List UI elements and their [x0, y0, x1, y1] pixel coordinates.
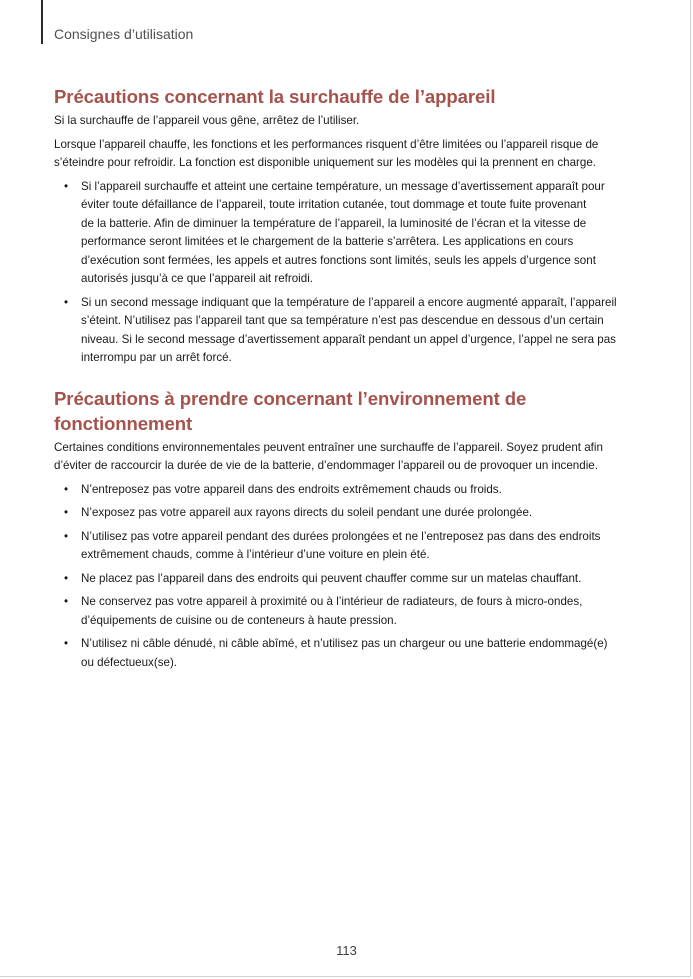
section-environment-intro: Certaines conditions environnementales peuvent entraîner une surchauffe de l’appareil. Soyez prudent afin d’éviter de raccourcir la durée de vie de la batterie, d’endommager l’appareil ou de provoquer un incendie.	[54, 440, 603, 472]
section-overheating-intro: Si la surchauffe de l’appareil vous gêne, arrêtez de l’utiliser.	[54, 114, 360, 127]
list-item-text: N’entreposez pas votre appareil dans des endroits extrêmement chauds ou froids.	[81, 482, 502, 496]
list-item	[54, 504, 644, 523]
list-item	[54, 528, 644, 565]
list-item	[54, 593, 644, 630]
header-rule	[41, 0, 43, 44]
header-title: Consignes d’utilisation	[54, 26, 194, 42]
list-item-text: N’utilisez pas votre appareil pendant des durées prolongées et ne l’entreposez pas dans des endroits extrêmement chauds, comme à l’intérieur d’une voiture en plein été.	[81, 529, 601, 561]
bullet-icon: •	[64, 595, 69, 608]
section-overheating-list	[54, 178, 644, 368]
section-overheating-body: Lorsque l’appareil chauffe, les fonctions et les performances risquent d’être limitées ou l’appareil risque de s’éteindre pour refroidir. La fonction est disponible uniquement sur les modèles qui la prennent en charge.	[54, 137, 599, 169]
bullet-icon: •	[64, 482, 69, 496]
bullet-icon: •	[64, 295, 69, 309]
list-item-text: Ne conservez pas votre appareil à proximité ou à l’intérieur de radiateurs, de fours à micro-ondes, d’équipements de cuisine ou de conteneurs à haute pression.	[81, 595, 583, 627]
bullet-icon: •	[64, 179, 69, 193]
list-item-text: Ne placez pas l’appareil dans des endroits qui peuvent chauffer comme sur un matelas chauffant.	[81, 571, 582, 585]
list-item	[54, 635, 644, 672]
section-overheating-title: Précautions concernant la surchauffe de l’appareil	[54, 86, 496, 107]
list-item	[54, 481, 644, 500]
list-item-text: Si un second message indiquant que la température de l’appareil a encore augmenté apparaît, l’appareil s’éteint. N’utilisez pas l’appareil tant que sa température n’est pas descendue en dessous d’un certain niveau. Si le second message d’avertissement apparaît pendant un appel d’urgence, l’appel ne sera pas interrompu par un arrêt forcé.	[81, 295, 617, 364]
bullet-icon: •	[64, 637, 69, 650]
list-item	[54, 294, 644, 368]
list-item-text: N’exposez pas votre appareil aux rayons directs du soleil pendant une durée prolongée.	[81, 506, 533, 519]
bullet-icon: •	[64, 529, 69, 543]
list-item-text: N’utilisez ni câble dénudé, ni câble abîmé, et n’utilisez pas un chargeur ou une batterie endommagé(e) ou défectueux(se).	[81, 637, 608, 669]
bullet-icon: •	[64, 571, 69, 585]
page-content	[54, 84, 644, 677]
section-environment-title: Précautions à prendre concernant l’environnement de fonctionnement	[54, 387, 527, 434]
page-number: 113	[336, 943, 357, 958]
list-item	[54, 178, 644, 289]
list-item	[54, 570, 644, 589]
bullet-icon: •	[64, 506, 69, 519]
section-environment-list	[54, 481, 644, 673]
list-item-text: Si l’appareil surchauffe et atteint une certaine température, un message d’avertissement apparaît pour éviter toute défaillance de l’appareil, toute irritation cutanée, tout dommage et toute fuite provenant de la batterie. Afin de diminuer la température de l’appareil, la luminosité de l’écran et la vitesse de performance seront limitées et le chargement de la batterie s’arrêtera. Les applications en cours d’exécution sont fermées, les appels et autres fonctions sont limités, seuls les appels d’urgence sont autorisés jusqu’à ce que l’appareil ait refroidi.	[81, 179, 605, 285]
